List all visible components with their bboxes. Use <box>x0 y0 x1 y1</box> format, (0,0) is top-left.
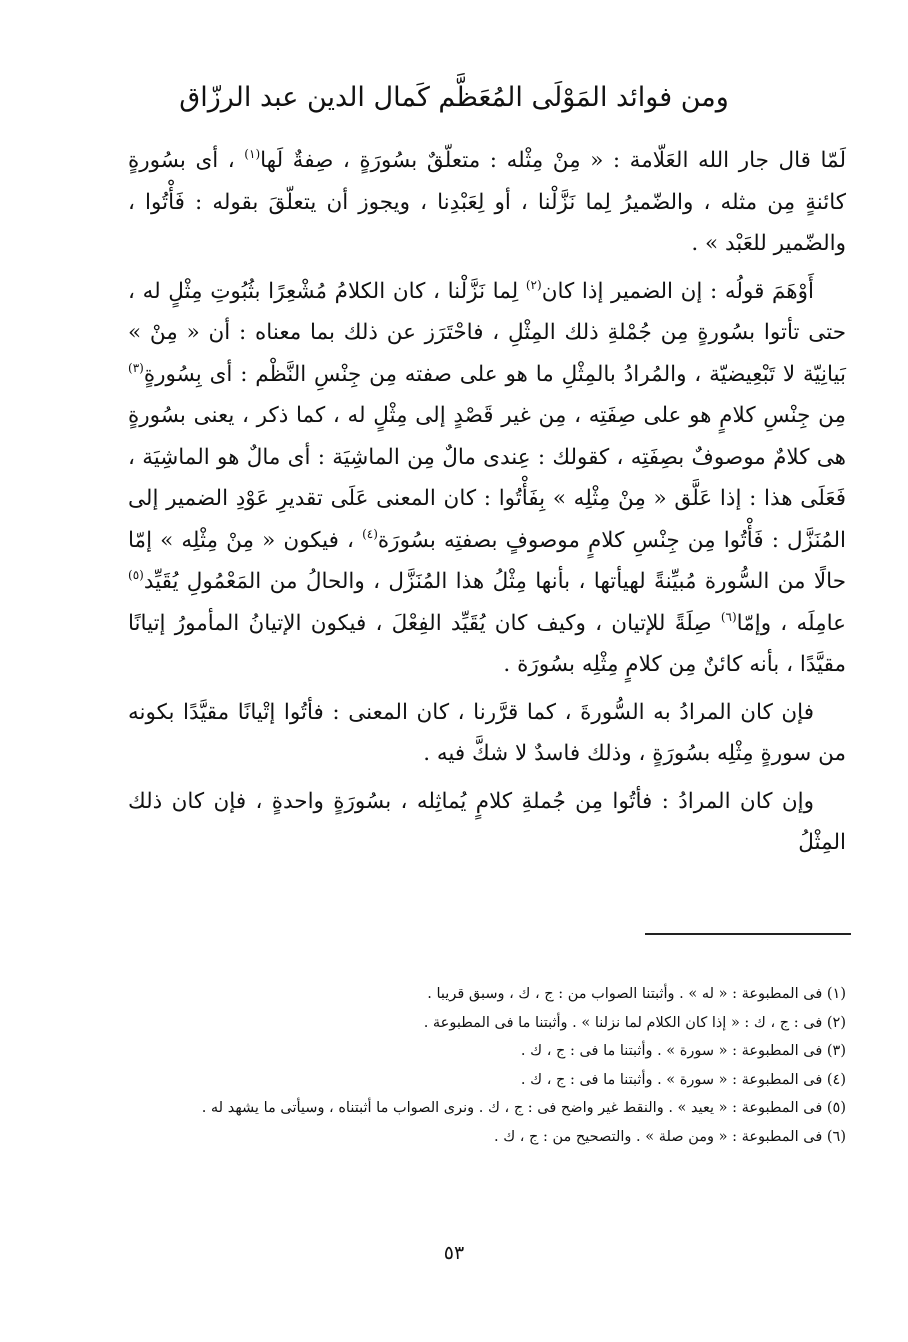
page-number: ٥٣ <box>443 1242 465 1264</box>
footnote: (٥) فى المطبوعة : « يعيد » . والنقط غير واضح فى : ج ، ك . ونرى الصواب ما أثبتناه ، وسيأتى ما يشهد له . <box>201 1100 846 1116</box>
paragraph-text: ، أى بسُورةٍ كائنةٍ مِن مثله ، والضّميرُ لِما نَزَّلْنا ، أو لِعَبْدِنا ، ويجوز أن يتعلّقَ بقوله : فَأْتُوا ، والضّمير للعَبْد » . <box>128 148 846 256</box>
paragraph-text: فإن كان المرادُ به السُّورةَ ، كما قرَّرنا ، كان المعنى : فأتُوا إتْيانًا مقيَّدًا بكونه من سورةٍ مِثْلِه بسُورَةٍ ، وذلك فاسدٌ لا شكَّ فيه . <box>128 699 846 766</box>
main-text <box>128 140 846 870</box>
footnote-reference: (٢) <box>525 277 542 292</box>
footnote-reference: (٥) <box>128 568 144 582</box>
paragraph-text: مِن جِنْسِ كلامٍ هو على صِفَتِه ، مِن غير قَصْدٍ إلى مِثْلٍ له ، كما ذكر ، يعنى بسُورةٍ هى كلامٌ موصوفٌ بصِفَتِه ، كقولك : عِندى مالٌ مِن الماشِيَة : أى مالٌ هو الماشِيَة ، فَعَلَى هذا : إذا عَلَّق « مِنْ مِثْلِه » بِفَأْتُوا : كان المعنى عَلَى تقديرِ عَوْدِ الضمير إلى المُنَزَّل : فَأْتُوا مِن جِنْسِ كلامٍ موصوفٍ بصفتِه بسُورَة <box>128 403 846 553</box>
footnote-reference: (٦) <box>720 609 737 624</box>
paragraph-text: لَمّا قال جار الله العَلّامة : « مِنْ مِثْله : متعلّقٌ بسُورَةٍ ، صِفةٌ لَها <box>260 148 846 173</box>
footnote: (٣) فى المطبوعة : « سورة » . وأثبتنا ما فى : ج ، ك . <box>520 1043 846 1059</box>
footnote: (٦) فى المطبوعة : « ومن صلة » . والتصحيح من : ج ، ك . <box>493 1128 846 1145</box>
paragraph <box>128 781 846 864</box>
footnote-reference: (٤) <box>362 526 378 541</box>
paragraph-text: عامِلَه ، وإمّا <box>736 610 846 636</box>
paragraph-text: أَوْهَمَ قولُه : إن الضمير إذا كان <box>541 278 814 304</box>
paragraph-text: لِما نَزَّلْنا ، كان الكلامُ مُشْعِرًا بثُبُوتِ مِثْلٍ له ، حتى تأتوا بسُورةٍ مِن جُمْلةِ ذلك المِثْلِ ، فاحْتَرَز عن ذلك بما معناه : أن « مِنْ » بَيانِيّة لا تَبْعِيضيّة ، والمُرادُ بالمِثْلِ ما هو على صفته مِن جِنْسِ النَّظْم : أى بِسُورةٍ <box>128 278 846 387</box>
footnote-reference: (١) <box>244 147 261 161</box>
footnotes <box>60 980 846 1151</box>
footnote: (٤) فى المطبوعة : « سورة » . وأثبتنا ما فى : ج ، ك . <box>520 1071 846 1088</box>
paragraph <box>128 140 846 265</box>
paragraph <box>128 692 846 775</box>
paragraph-text: ، فيكون « مِنْ مِثْلِه » إمّا حالًا من السُّورة مُبيِّنةً لهيأتها ، بأنها مِثْلُ هذا المُنَزَّل ، والحالُ من المَعْمُولِ يُقَيِّد <box>128 527 846 594</box>
paragraph-text: وإن كان المرادُ : فأتُوا مِن جُملةِ كلامٍ يُماثِله ، بسُورَةٍ واحدةٍ ، فإن كان ذلك المِثْلُ <box>128 788 846 855</box>
footnote-separator <box>645 933 851 935</box>
paragraph <box>128 271 846 686</box>
running-header: ومن فوائد المَوْلَى المُعَظَّم كَمال الدين عبد الرزّاق <box>179 82 729 113</box>
paragraph-text: صِلَةً للإتيان ، وكيف كان يُقَيِّد الفِعْلَ ، فيكون الإتيانُ المأمورُ إتيانًا مقيَّدًا ، بأنه كائنٌ مِن كلامٍ مِثْلِه بسُورَة . <box>128 610 846 677</box>
footnote-reference: (٣) <box>128 360 144 375</box>
footnote: (١) فى المطبوعة : « له » . وأثبتنا الصواب من : ج ، ك ، وسبق قريبا . <box>427 986 846 1002</box>
footnote: (٢) فى : ج ، ك : « إذا كان الكلام لما نزلنا » . وأثبتنا ما فى المطبوعة . <box>423 1014 846 1031</box>
